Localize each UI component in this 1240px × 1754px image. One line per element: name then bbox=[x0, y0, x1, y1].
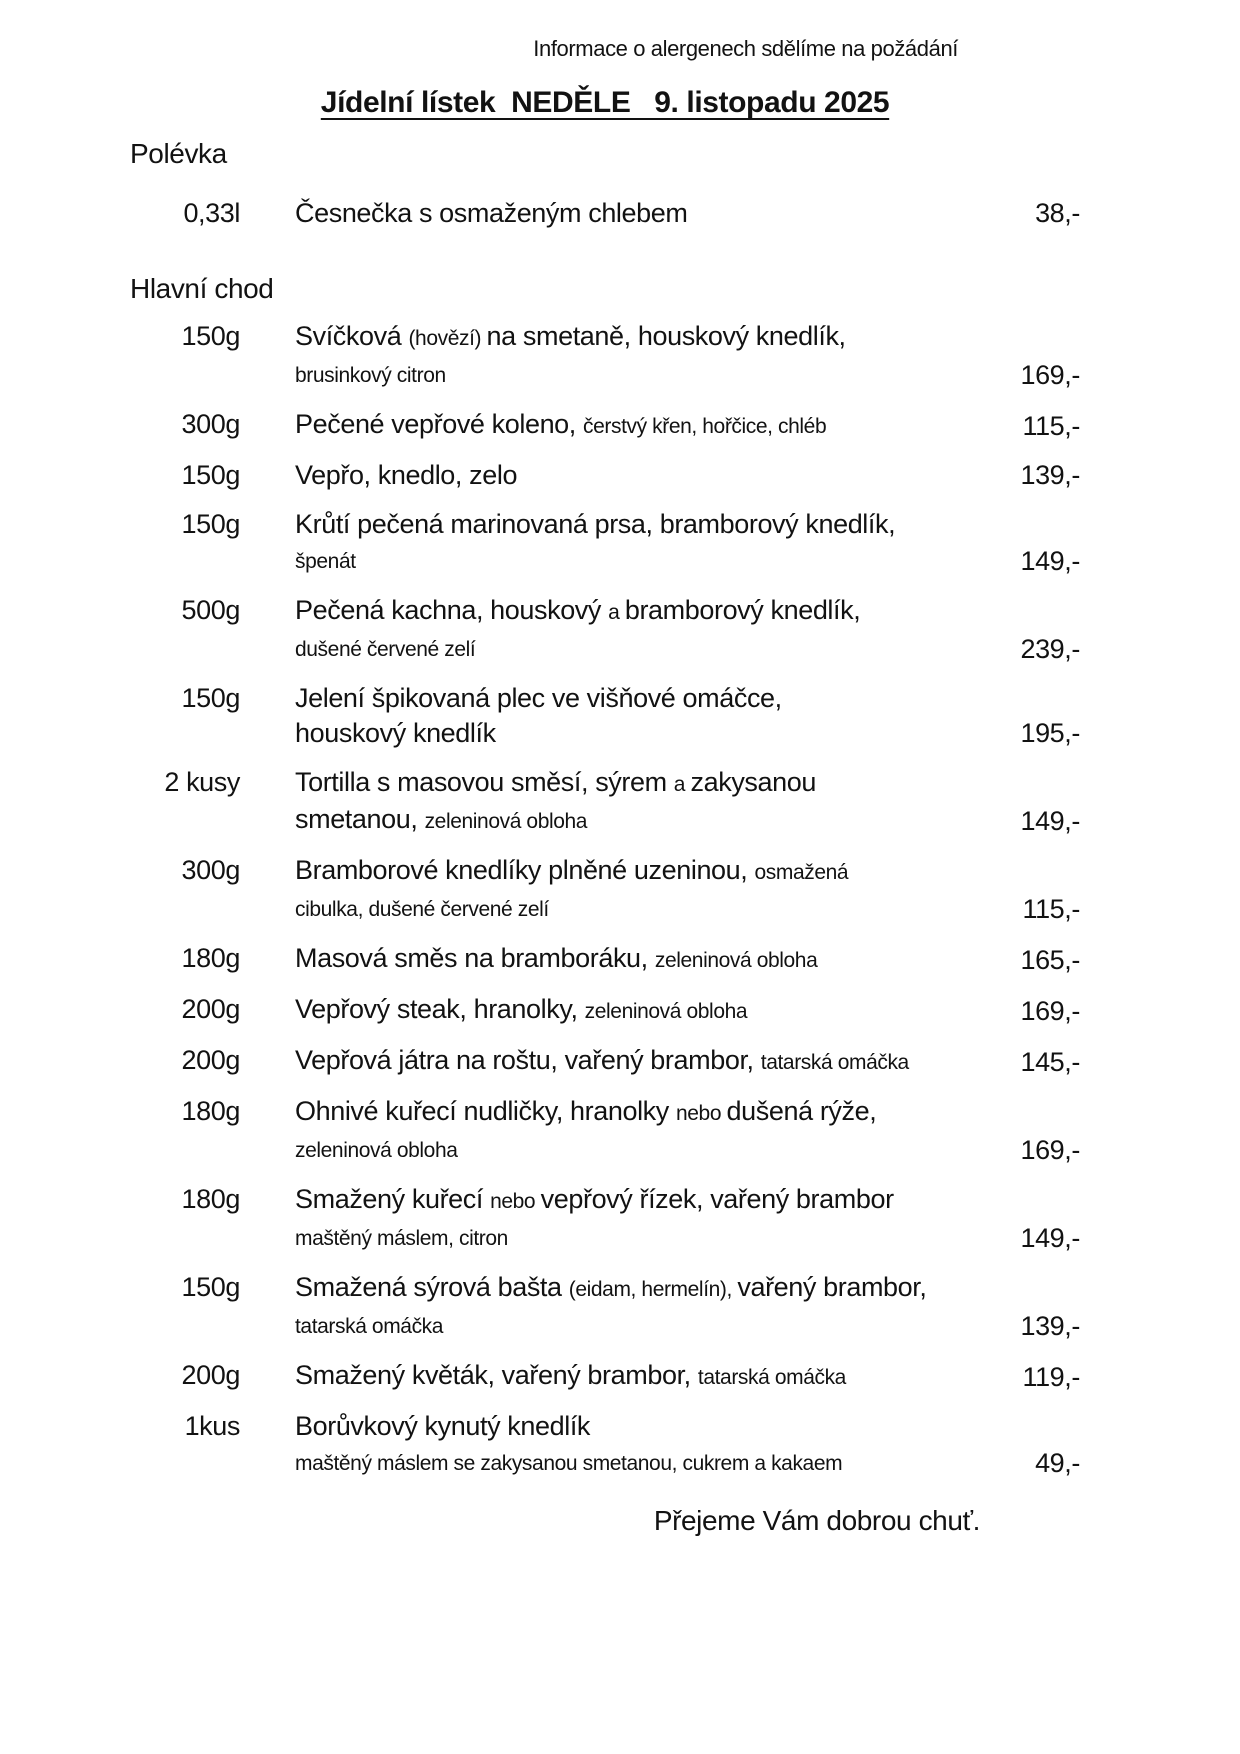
description-line bbox=[295, 802, 996, 839]
dish-name: vepřový řízek, vařený brambor bbox=[540, 1184, 894, 1214]
item-price: 139,- bbox=[1020, 460, 1080, 490]
dish-name: Jelení špikovaná plec ve višňové omáčce, bbox=[295, 683, 782, 713]
dish-name: Smažený květák, vařený brambor, bbox=[295, 1360, 698, 1390]
description-detail: maštěný máslem se zakysanou smetanou, cukrem a kakaem bbox=[295, 1452, 843, 1475]
item-description bbox=[295, 1358, 996, 1395]
dish-name: vařený brambor, bbox=[737, 1272, 927, 1302]
description-detail: zeleninová obloha bbox=[654, 949, 818, 972]
description-detail: osmažená bbox=[754, 861, 849, 884]
description-detail: (eidam, hermelín), bbox=[568, 1278, 738, 1301]
dish-name: zakysanou bbox=[690, 767, 816, 797]
menu-item-row bbox=[130, 681, 1080, 751]
item-price: 38,- bbox=[1035, 198, 1080, 228]
dish-name: Česnečka s osmaženým chlebem bbox=[295, 198, 688, 228]
menu-item-row bbox=[130, 1409, 1080, 1481]
item-description bbox=[295, 1409, 996, 1481]
item-price: 115,- bbox=[1022, 411, 1080, 441]
item-description bbox=[295, 1182, 996, 1256]
page-title: Jídelní lístek NEDĚLE 9. listopadu 2025 bbox=[320, 86, 890, 119]
item-description bbox=[295, 1094, 996, 1168]
allergen-note: Informace o alergenech sdělíme na požádání bbox=[533, 36, 958, 61]
item-description bbox=[295, 941, 996, 978]
item-quantity: 300g bbox=[181, 409, 240, 439]
description-line bbox=[295, 716, 996, 751]
item-description bbox=[295, 507, 996, 579]
description-detail: tatarská omáčka bbox=[697, 1366, 846, 1389]
dish-name: Bramborové knedlíky plněné uzeninou, bbox=[295, 855, 755, 885]
item-description bbox=[295, 681, 996, 751]
menu-item-row bbox=[130, 507, 1080, 579]
menu-sections bbox=[130, 138, 1080, 1481]
description-line bbox=[295, 407, 996, 444]
description-line bbox=[295, 1358, 996, 1395]
description-detail: a bbox=[608, 601, 625, 624]
description-line bbox=[295, 507, 996, 542]
description-line bbox=[295, 458, 996, 493]
menu-item-row bbox=[130, 765, 1080, 839]
menu-item-row bbox=[130, 458, 1080, 493]
item-price: 149,- bbox=[1020, 546, 1080, 576]
item-quantity: 0,33l bbox=[183, 198, 240, 228]
item-quantity: 300g bbox=[181, 855, 240, 885]
description-detail: nebo bbox=[675, 1102, 727, 1125]
item-price: 169,- bbox=[1020, 996, 1080, 1026]
item-description bbox=[295, 319, 996, 393]
description-line bbox=[295, 1131, 996, 1168]
item-price: 195,- bbox=[1020, 718, 1080, 748]
item-quantity: 180g bbox=[181, 943, 240, 973]
description-line bbox=[295, 890, 996, 927]
dish-name: Krůtí pečená marinovaná prsa, bramborový knedlík, bbox=[295, 509, 896, 539]
menu-item-row bbox=[130, 407, 1080, 444]
menu-item-row bbox=[130, 992, 1080, 1029]
menu-item-row bbox=[130, 593, 1080, 667]
description-line bbox=[295, 1444, 996, 1481]
description-line bbox=[295, 1270, 996, 1307]
description-detail: tatarská omáčka bbox=[760, 1051, 909, 1074]
menu-item-row bbox=[130, 1043, 1080, 1080]
description-line bbox=[295, 941, 996, 978]
description-detail: (hovězí) bbox=[408, 327, 487, 350]
description-detail: dušené červené zelí bbox=[295, 638, 476, 661]
menu-section bbox=[130, 138, 1080, 231]
description-detail: zeleninová obloha bbox=[424, 810, 588, 833]
menu-item-row bbox=[130, 1358, 1080, 1395]
dish-name: dušená rýže, bbox=[726, 1096, 877, 1126]
dish-name: smetanou, bbox=[295, 804, 425, 834]
item-description bbox=[295, 765, 996, 839]
dish-name: Pečená kachna, houskový bbox=[295, 595, 609, 625]
description-detail: maštěný máslem, citron bbox=[295, 1227, 508, 1250]
item-quantity: 200g bbox=[181, 994, 240, 1024]
description-detail: a bbox=[673, 773, 691, 796]
description-line bbox=[295, 630, 996, 667]
item-price: 169,- bbox=[1020, 360, 1080, 390]
menu-item-row bbox=[130, 319, 1080, 393]
dish-name: Vepřová játra na roštu, vařený brambor, bbox=[295, 1045, 761, 1075]
item-price: 119,- bbox=[1022, 1362, 1080, 1392]
description-line bbox=[295, 1219, 996, 1256]
item-description bbox=[295, 853, 996, 927]
footer-wish: Přejeme Vám dobrou chuť. bbox=[653, 1505, 980, 1536]
dish-name: houskový knedlík bbox=[295, 718, 496, 748]
description-line bbox=[295, 853, 996, 890]
item-quantity: 500g bbox=[181, 595, 240, 625]
item-quantity: 180g bbox=[181, 1184, 240, 1214]
item-description bbox=[295, 1043, 996, 1080]
dish-name: Smažená sýrová bašta bbox=[295, 1272, 569, 1302]
menu-item-row bbox=[130, 1270, 1080, 1344]
description-line bbox=[295, 992, 996, 1029]
description-line bbox=[295, 1409, 996, 1444]
dish-name: na smetaně, houskový knedlík, bbox=[486, 321, 846, 351]
description-detail: nebo bbox=[490, 1190, 541, 1213]
item-quantity: 200g bbox=[181, 1360, 240, 1390]
description-line bbox=[295, 542, 996, 579]
item-quantity: 150g bbox=[181, 321, 240, 351]
description-line bbox=[295, 1043, 996, 1080]
item-price: 139,- bbox=[1020, 1311, 1080, 1341]
menu-item-row bbox=[130, 941, 1080, 978]
dish-name: Masová směs na bramboráku, bbox=[295, 943, 655, 973]
item-description bbox=[295, 196, 996, 231]
menu-item-row bbox=[130, 196, 1080, 231]
description-detail: čerstvý křen, hořčice, chléb bbox=[583, 415, 827, 438]
menu-section bbox=[130, 273, 1080, 1481]
menu-item-row bbox=[130, 1182, 1080, 1256]
dish-name: Ohnivé kuřecí nudličky, hranolky bbox=[295, 1096, 676, 1126]
description-line bbox=[295, 196, 996, 231]
item-quantity: 2 kusy bbox=[164, 767, 240, 797]
item-description bbox=[295, 1270, 996, 1344]
description-line bbox=[295, 765, 996, 802]
dish-name: Tortilla s masovou směsí, sýrem bbox=[295, 767, 674, 797]
item-quantity: 150g bbox=[181, 509, 240, 539]
item-price: 145,- bbox=[1020, 1047, 1080, 1077]
item-price: 149,- bbox=[1020, 806, 1080, 836]
item-description bbox=[295, 992, 996, 1029]
item-quantity: 150g bbox=[181, 1272, 240, 1302]
item-quantity: 1kus bbox=[184, 1411, 240, 1441]
description-detail: cibulka, dušené červené zelí bbox=[295, 898, 549, 921]
item-price: 49,- bbox=[1035, 1448, 1080, 1478]
dish-name: Pečené vepřové koleno, bbox=[295, 409, 583, 439]
description-detail: zeleninová obloha bbox=[295, 1139, 458, 1162]
description-detail: špenát bbox=[295, 550, 356, 573]
menu-item-row bbox=[130, 1094, 1080, 1168]
item-quantity: 150g bbox=[181, 683, 240, 713]
description-line bbox=[295, 1094, 996, 1131]
item-price: 115,- bbox=[1022, 894, 1080, 924]
item-price: 169,- bbox=[1020, 1135, 1080, 1165]
menu-item-row bbox=[130, 853, 1080, 927]
description-line bbox=[295, 593, 996, 630]
dish-name: Smažený kuřecí bbox=[295, 1184, 491, 1214]
description-line bbox=[295, 1307, 996, 1344]
item-quantity: 200g bbox=[181, 1045, 240, 1075]
item-quantity: 150g bbox=[181, 460, 240, 490]
description-detail: brusinkový citron bbox=[295, 364, 446, 387]
item-price: 149,- bbox=[1020, 1223, 1080, 1253]
description-detail: tatarská omáčka bbox=[295, 1315, 444, 1338]
description-line bbox=[295, 356, 996, 393]
dish-name: Svíčková bbox=[295, 321, 409, 351]
dish-name: bramborový knedlík, bbox=[624, 595, 861, 625]
description-line bbox=[295, 681, 996, 716]
section-heading: Hlavní chod bbox=[130, 273, 274, 304]
item-price: 239,- bbox=[1020, 634, 1080, 664]
description-line bbox=[295, 319, 996, 356]
item-description bbox=[295, 593, 996, 667]
item-description bbox=[295, 458, 996, 493]
section-heading: Polévka bbox=[130, 138, 227, 169]
item-description bbox=[295, 407, 996, 444]
dish-name: Borůvkový kynutý knedlík bbox=[295, 1411, 591, 1441]
item-quantity: 180g bbox=[181, 1096, 240, 1126]
dish-name: Vepřový steak, hranolky, bbox=[295, 994, 585, 1024]
item-price: 165,- bbox=[1020, 945, 1080, 975]
description-line bbox=[295, 1182, 996, 1219]
description-detail: zeleninová obloha bbox=[584, 1000, 748, 1023]
dish-name: Vepřo, knedlo, zelo bbox=[295, 460, 518, 490]
